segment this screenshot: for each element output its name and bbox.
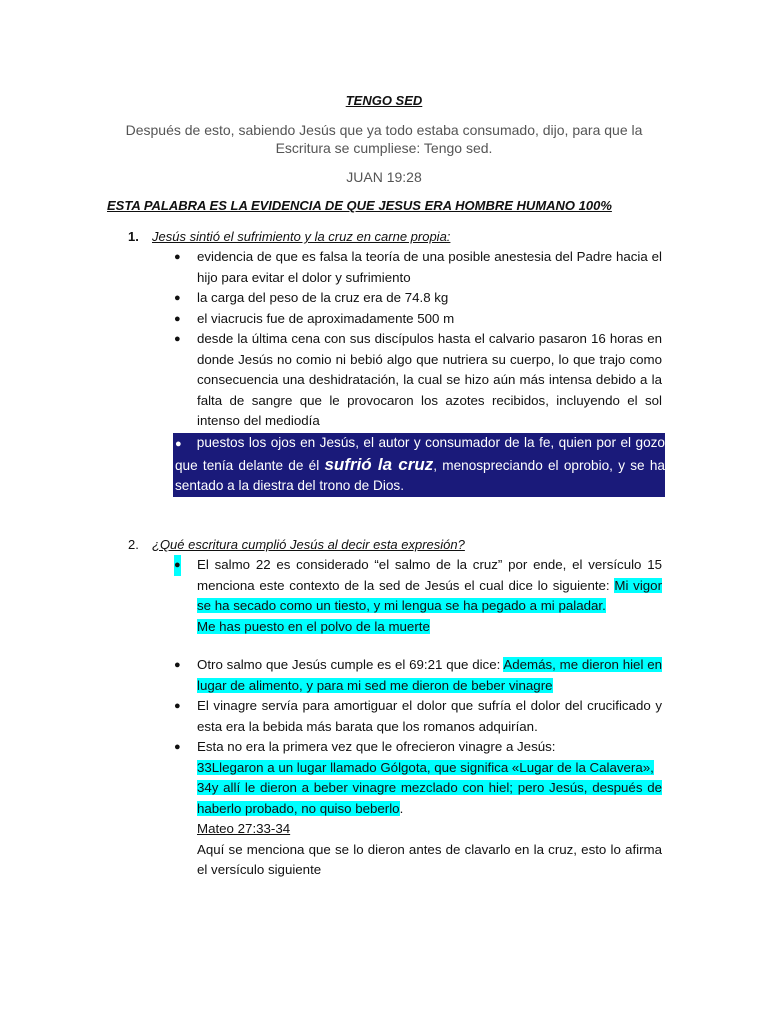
list-item-text: Otro salmo que Jesús cumple es el 69:21 que dice: bbox=[197, 657, 504, 672]
list-item bbox=[172, 737, 662, 881]
section-1-number: 1. bbox=[128, 229, 139, 244]
section-2-title: ¿Qué escritura cumplió Jesús al decir esta expresión? bbox=[152, 537, 465, 552]
list-item-text: evidencia de que es falsa la teoría de una posible anestesia del Padre hacia el hijo para evitar el dolor y sufrimiento bbox=[197, 249, 662, 285]
list-item bbox=[172, 247, 662, 288]
list-item bbox=[172, 329, 662, 432]
section-2-heading bbox=[128, 537, 465, 552]
bullet-icon: ● bbox=[174, 555, 181, 576]
list-item bbox=[172, 309, 662, 330]
list-item-text: desde la última cena con sus discípulos hasta el calvario pasaron 16 horas en donde Jesús no comio ni bebió algo que nutriera su cuerpo, lo que trajo como consecuencia una deshidratación, la cual se hizo aún más intensa debido a la falta de sangre que le provocaron los azotes recibidos, incluyendo el sol intenso del mediodía bbox=[197, 331, 662, 428]
bullet-icon: ● bbox=[174, 333, 181, 345]
highlighted-verse-block bbox=[173, 433, 665, 497]
highlight-text-before: puestos los ojos en Jesús, el autor y consumador de la fe, quien por el gozo que tenía delante de él bbox=[175, 435, 665, 473]
mateo-reference: Mateo 27:33-34 bbox=[197, 821, 291, 836]
list-item-text: Esta no era la primera vez que le ofrecieron vinagre a Jesús: bbox=[197, 739, 556, 754]
list-item bbox=[172, 288, 662, 309]
list-item-text: El salmo 22 es considerado “el salmo de la cruz” por ende, el versículo 15 menciona este contexto de la sed de Jesús el cual dice lo siguiente: bbox=[197, 557, 662, 593]
highlight-emphasis: sufrió la cruz bbox=[324, 454, 434, 474]
list-item bbox=[172, 696, 662, 737]
section-2-bullets bbox=[172, 555, 662, 881]
bullet-icon: ● bbox=[174, 700, 181, 712]
verse-34: 34y allí le dieron a beber vinagre mezclado con hiel; pero Jesús, después de haberlo probado, no quiso beberlo bbox=[197, 780, 662, 816]
list-item-text: la carga del peso de la cruz era de 74.8 kg bbox=[197, 290, 449, 305]
highlighted-text: Mi vigor se ha secado como un tiesto, y mi lengua se ha pegado a mi paladar. bbox=[197, 577, 662, 613]
list-item bbox=[172, 655, 662, 696]
highlight-text-after: , menospreciando el oprobio, y se ha sentado a la diestra del trono de Dios. bbox=[175, 457, 665, 493]
section-1-title: Jesús sintió el sufrimiento y la cruz en carne propia: bbox=[152, 229, 451, 244]
verse-34-period: . bbox=[399, 800, 404, 816]
list-item-text: el viacrucis fue de aproximadamente 500 m bbox=[197, 310, 455, 326]
bullet-icon: ● bbox=[175, 438, 183, 450]
document-title: TENGO SED bbox=[345, 93, 423, 108]
section-2-number: 2. bbox=[128, 537, 139, 552]
verse-33: 33Llegaron a un lugar llamado Gólgota, que significa «Lugar de la Calavera», bbox=[197, 759, 654, 775]
section-1-heading bbox=[128, 229, 450, 244]
highlighted-text: Además, me dieron hiel en lugar de alimento, y para mi sed me dieron de beber vinagre bbox=[197, 657, 662, 693]
section-1-bullets bbox=[172, 247, 662, 432]
closing-text: Aquí se menciona que se lo dieron antes de clavarlo en la cruz, esto lo afirma el versículo siguiente bbox=[197, 841, 662, 877]
bullet-icon: ● bbox=[174, 312, 181, 325]
bullet-icon: ● bbox=[174, 659, 181, 671]
list-item-text: El vinagre servía para amortiguar el dolor que sufría el dolor del crucificado y esta era la bebida más barata que los romanos adquirían. bbox=[197, 698, 662, 734]
bullet-icon: ● bbox=[174, 741, 181, 753]
epigraph-quote: Después de esto, sabiendo Jesús que ya todo estaba consumado, dijo, para que la Escritura se cumpliese: Tengo sed. bbox=[125, 122, 643, 156]
list-item bbox=[172, 555, 662, 637]
bullet-icon: ● bbox=[174, 251, 181, 263]
highlighted-text: Me has puesto en el polvo de la muerte bbox=[197, 618, 430, 634]
main-heading: ESTA PALABRA ES LA EVIDENCIA DE QUE JESUS ERA HOMBRE HUMANO 100% bbox=[107, 198, 612, 213]
scripture-reference: JUAN 19:28 bbox=[346, 169, 422, 185]
bullet-icon: ● bbox=[174, 292, 181, 304]
